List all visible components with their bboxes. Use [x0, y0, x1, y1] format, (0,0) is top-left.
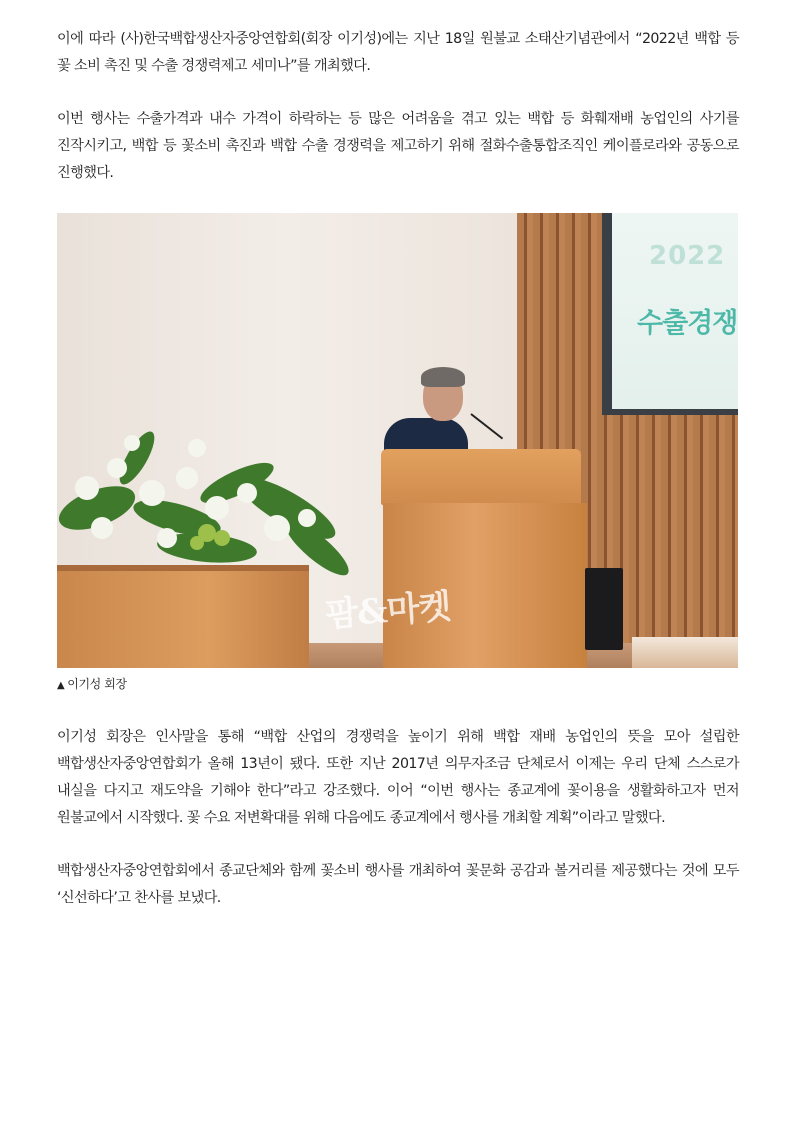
screen-year-text: 2022	[649, 241, 726, 271]
flower-arrangement	[57, 388, 357, 588]
caption-triangle-icon: ▲	[57, 680, 65, 691]
speaker-amplifier	[585, 568, 623, 650]
article-photo	[57, 213, 738, 668]
paragraph-seminar-intro: 이에 따라 (사)한국백합생산자중앙연합회(회장 이기성)에는 지난 18일 원불교 소태산기념관에서 “2022년 백합 등 꽃 소비 촉진 및 수출 경쟁력제고 세미나”를 개최했다.	[57, 31, 739, 74]
side-table	[632, 637, 738, 668]
photo-watermark: 팜&마켓	[324, 586, 452, 636]
screen-title-text: 수출경쟁	[637, 308, 738, 339]
podium-top	[381, 449, 581, 505]
photo-caption	[57, 676, 739, 694]
paragraph-closing: 백합생산자중앙연합회에서 종교단체와 함께 꽃소비 행사를 개최하여 꽃문화 공감과 볼거리를 제공했다는 것에 모두 ‘신선하다’고 찬사를 보냈다.	[57, 863, 739, 906]
speaker-hair	[421, 367, 465, 387]
article-body	[57, 26, 739, 938]
flower-planter	[57, 565, 309, 668]
paragraph-event-purpose: 이번 행사는 수출가격과 내수 가격이 하락하는 등 많은 어려움을 겪고 있는 백합 등 화훼재배 농업인의 사기를 진작시키고, 백합 등 꽃소비 촉진과 백합 수출 경쟁력을 제고하기 위해 절화수출통합조직인 케이플로라와 공동으로 진행했다.	[57, 111, 739, 181]
caption-text: 이기성 회장	[67, 677, 127, 691]
paragraph-chairman-remarks: 이기성 회장은 인사말을 통해 “백합 산업의 경쟁력을 높이기 위해 백합 재배 농업인의 뜻을 모아 설립한 백합생산자중앙연합회가 올해 13년이 됐다. 또한 지난 2017년 의무자조금 단체로서 이제는 우리 단체 스스로가 내실을 다지고 재도약을 기해야 한다”라고 강조했다. 이어 “이번 행사는 종교계에 꽃이용을 생활화하고자 먼저 원불교에서 시작했다. 꽃 수요 저변확대를 위해 다음에도 종교계에서 행사를 개최할 계획”이라고 말했다.	[57, 729, 739, 826]
